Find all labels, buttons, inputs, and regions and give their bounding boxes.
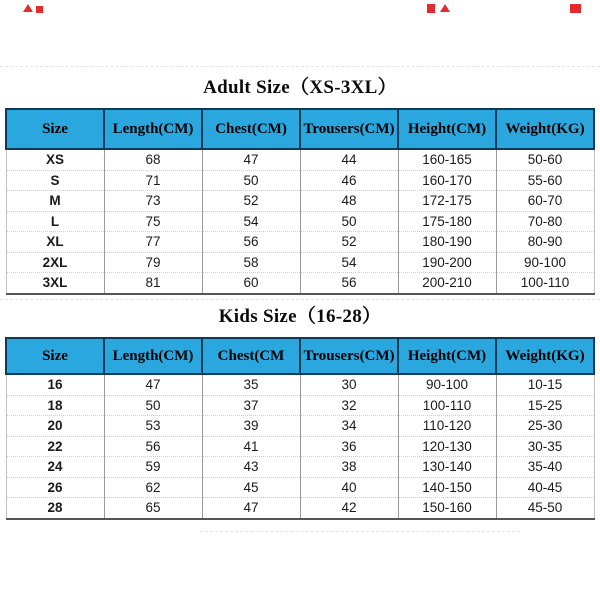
red-mark-icon (36, 6, 43, 13)
value-cell: 52 (300, 232, 398, 253)
value-cell: 10-15 (496, 374, 594, 395)
value-cell: 36 (300, 436, 398, 457)
value-cell: 175-180 (398, 211, 496, 232)
grid-line (0, 66, 600, 67)
size-cell: 26 (6, 477, 104, 498)
value-cell: 172-175 (398, 191, 496, 212)
red-mark-icon (23, 4, 33, 12)
value-cell: 56 (104, 436, 202, 457)
column-header: Weight(KG) (496, 109, 594, 149)
column-header: Height(CM) (398, 338, 496, 374)
header-row (6, 338, 594, 374)
value-cell: 100-110 (398, 395, 496, 416)
table-row (6, 477, 594, 498)
value-cell: 81 (104, 273, 202, 294)
size-cell: 28 (6, 498, 104, 519)
column-header: Length(CM) (104, 338, 202, 374)
value-cell: 190-200 (398, 252, 496, 273)
value-cell: 160-170 (398, 170, 496, 191)
table-row (6, 436, 594, 457)
size-cell: 22 (6, 436, 104, 457)
grid-line (200, 531, 520, 532)
value-cell: 56 (300, 273, 398, 294)
kids-size-table (5, 337, 595, 520)
value-cell: 34 (300, 416, 398, 437)
size-cell: 20 (6, 416, 104, 437)
size-cell: XL (6, 232, 104, 253)
adult-size-table (5, 108, 595, 295)
value-cell: 160-165 (398, 149, 496, 170)
value-cell: 46 (300, 170, 398, 191)
column-header: Weight(KG) (496, 338, 594, 374)
value-cell: 40 (300, 477, 398, 498)
value-cell: 73 (104, 191, 202, 212)
column-header: Chest(CM (202, 338, 300, 374)
value-cell: 100-110 (496, 273, 594, 294)
column-header: Length(CM) (104, 109, 202, 149)
size-cell: XS (6, 149, 104, 170)
table-row (6, 232, 594, 253)
table-row (6, 149, 594, 170)
value-cell: 43 (202, 457, 300, 478)
size-cell: 24 (6, 457, 104, 478)
table-row (6, 498, 594, 519)
value-cell: 68 (104, 149, 202, 170)
value-cell: 47 (104, 374, 202, 395)
value-cell: 75 (104, 211, 202, 232)
table-row (6, 170, 594, 191)
size-cell: 3XL (6, 273, 104, 294)
kids-table-header (6, 338, 594, 374)
value-cell: 56 (202, 232, 300, 253)
value-cell: 45-50 (496, 498, 594, 519)
value-cell: 38 (300, 457, 398, 478)
value-cell: 130-140 (398, 457, 496, 478)
column-header: Chest(CM) (202, 109, 300, 149)
value-cell: 54 (300, 252, 398, 273)
value-cell: 60-70 (496, 191, 594, 212)
value-cell: 59 (104, 457, 202, 478)
table-row (6, 252, 594, 273)
value-cell: 47 (202, 498, 300, 519)
table-row (6, 374, 594, 395)
kids-size-title: Kids Size（16-28） (218, 306, 382, 327)
header-row (6, 109, 594, 149)
value-cell: 48 (300, 191, 398, 212)
value-cell: 200-210 (398, 273, 496, 294)
value-cell: 50 (104, 395, 202, 416)
value-cell: 52 (202, 191, 300, 212)
value-cell: 62 (104, 477, 202, 498)
value-cell: 44 (300, 149, 398, 170)
value-cell: 42 (300, 498, 398, 519)
value-cell: 50 (202, 170, 300, 191)
value-cell: 41 (202, 436, 300, 457)
value-cell: 80-90 (496, 232, 594, 253)
value-cell: 55-60 (496, 170, 594, 191)
value-cell: 40-45 (496, 477, 594, 498)
table-row (6, 273, 594, 294)
size-cell: M (6, 191, 104, 212)
value-cell: 77 (104, 232, 202, 253)
value-cell: 35-40 (496, 457, 594, 478)
size-cell: 18 (6, 395, 104, 416)
red-mark-icon (427, 4, 435, 13)
value-cell: 90-100 (496, 252, 594, 273)
red-mark-icon (440, 4, 450, 12)
value-cell: 65 (104, 498, 202, 519)
value-cell: 90-100 (398, 374, 496, 395)
value-cell: 71 (104, 170, 202, 191)
size-cell: L (6, 211, 104, 232)
value-cell: 110-120 (398, 416, 496, 437)
value-cell: 180-190 (398, 232, 496, 253)
table-row (6, 416, 594, 437)
value-cell: 50-60 (496, 149, 594, 170)
value-cell: 32 (300, 395, 398, 416)
column-header: Size (6, 109, 104, 149)
table-row (6, 211, 594, 232)
adult-size-title: Adult Size（XS-3XL） (203, 77, 397, 98)
value-cell: 140-150 (398, 477, 496, 498)
red-mark-icon (570, 4, 581, 13)
value-cell: 37 (202, 395, 300, 416)
value-cell: 70-80 (496, 211, 594, 232)
table-row (6, 395, 594, 416)
value-cell: 30 (300, 374, 398, 395)
column-header: Trousers(CM) (300, 338, 398, 374)
table-row (6, 191, 594, 212)
column-header: Height(CM) (398, 109, 496, 149)
column-header: Trousers(CM) (300, 109, 398, 149)
value-cell: 15-25 (496, 395, 594, 416)
value-cell: 60 (202, 273, 300, 294)
column-header: Size (6, 338, 104, 374)
kids-table-body (6, 374, 594, 519)
adult-table-body (6, 149, 594, 294)
value-cell: 47 (202, 149, 300, 170)
size-cell: S (6, 170, 104, 191)
value-cell: 45 (202, 477, 300, 498)
size-cell: 2XL (6, 252, 104, 273)
value-cell: 35 (202, 374, 300, 395)
value-cell: 50 (300, 211, 398, 232)
size-cell: 16 (6, 374, 104, 395)
value-cell: 39 (202, 416, 300, 437)
value-cell: 58 (202, 252, 300, 273)
value-cell: 79 (104, 252, 202, 273)
grid-line (0, 299, 600, 300)
table-row (6, 457, 594, 478)
adult-table-header (6, 109, 594, 149)
value-cell: 53 (104, 416, 202, 437)
value-cell: 30-35 (496, 436, 594, 457)
value-cell: 54 (202, 211, 300, 232)
value-cell: 25-30 (496, 416, 594, 437)
value-cell: 150-160 (398, 498, 496, 519)
value-cell: 120-130 (398, 436, 496, 457)
